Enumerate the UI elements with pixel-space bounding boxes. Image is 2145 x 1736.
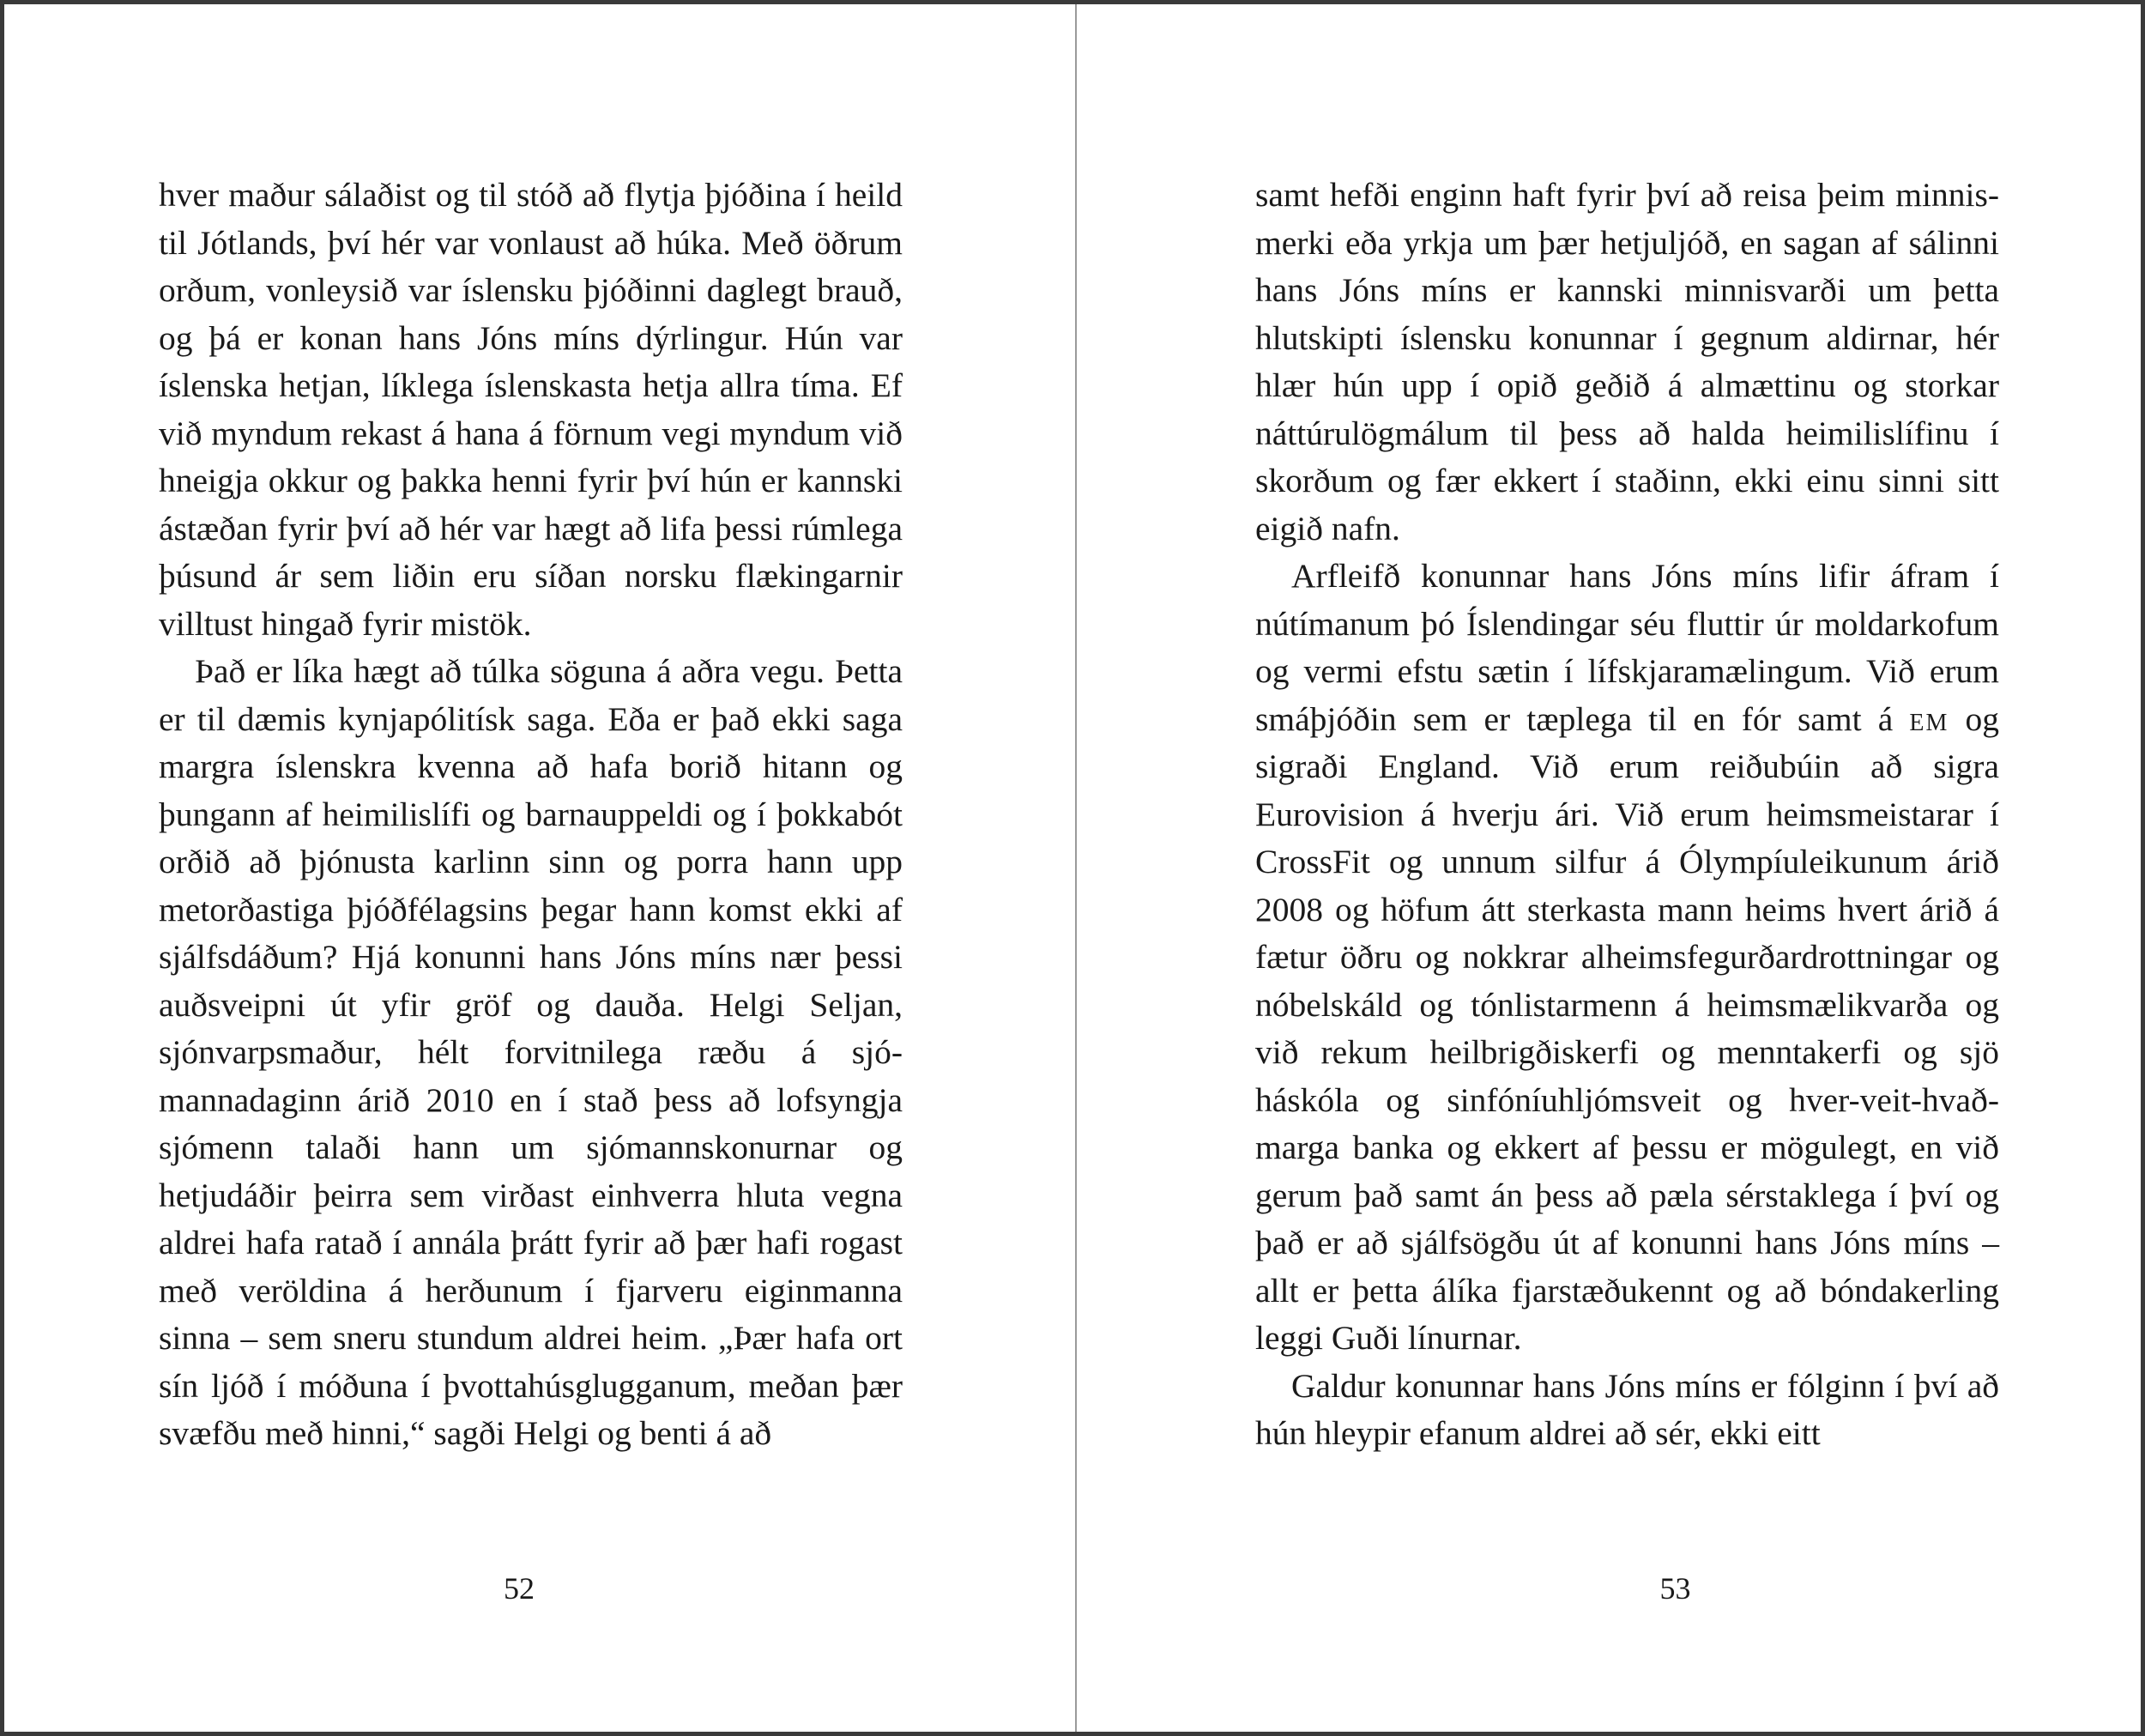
right-paragraph-2-part-1: Arfleifð konunnar hans Jóns míns lifir áfram í nútímanum þó Íslendingar séu fluttir úr moldarkofum og vermi efstu sætin í lífskjaramælingum. Við erum smáþjóðin sem er tæplega til en fór samt á: [1255, 557, 1999, 738]
right-paragraph-1: samt hefði enginn haft fyrir því að reisa þeim minnismerki eða yrkja um þær hetjuljóð, en sagan af sálinni hans Jóns míns er kannski minnisvarði um þetta hlutskipti íslensku konunnar í gegnum aldirnar, hér hlær hún upp í opið geðið á almættinu og storkar náttúrulögmálum til þess að halda heimilislífinu í skorðum og fær ekkert í staðinn, ekki einu sinni sitt eigið nafn.: [1255, 176, 1999, 547]
right-page-body: [1255, 172, 1999, 1458]
abbreviation-em: em: [1909, 699, 1949, 738]
page-number-right: 53: [1659, 1571, 1691, 1606]
left-paragraph-2: Það er líka hægt að túlka söguna á aðra vegu. Þetta er til dæmis kynjapólitísk saga. Eða er það ekki saga margra íslenskra kvenna að hafa borið hitann og þungann af heimilislífi og barnauppeldi og í þokkabót orðið að þjónusta karlinn sinn og porra hann upp metorðastiga þjóðfélagsins þegar hann komst ekki af sjálfsdáðum? Hjá konunni hans Jóns míns nær þessi auðsveipni út yfir gröf og dauða. Helgi Seljan, sjónvarpsmaður, hélt forvitnilega ræðu á sjómannadaginn árið 2010 en í stað þess að lofsyngja sjómenn talaði hann um sjómannskonurnar og hetjudáðir þeirra sem virðast einhverra hluta vegna aldrei hafa ratað í annála þrátt fyrir að þær hafi rogast með veröldina á herðunum í fjarveru eiginmanna sinna – sem sneru stundum aldrei heim. „Þær hafa ort sín ljóð í móðuna í þvottahúsglugganum, meðan þær svæfðu með hinni,“ sagði Helgi og benti á að: [159, 652, 903, 1452]
right-paragraph-2: [1255, 553, 1999, 1363]
right-page: [1077, 4, 2145, 1732]
right-paragraph-3: Galdur konunnar hans Jóns míns er fólginn í því að hún hleypir efanum aldrei að sér, ekki eitt: [1255, 1366, 1999, 1452]
left-page-body: [159, 172, 903, 1458]
right-paragraph-2-part-2: og sigraði England. Við erum reiðubúin að sigra Eurovision á hverju ári. Við erum heimsmeistarar í CrossFit og unnum silfur á Ólympíuleikunum árið 2008 og höfum átt sterkasta mann heims hvert árið á fætur öðru og nokkrar alheimsfegurðardrottningar og nóbelskáld og tónlistarmenn á heimsmælikvarða og við rekum heilbrigðiskerfi og menntakerfi og sjö háskóla og sinfóníuhljómsveit og hver-veit-hvað-marga banka og ekkert af þessu er mögulegt, en við gerum það samt án þess að pæla sérstaklega í því og það er að sjálfsögðu út af konunni hans Jóns míns – allt er þetta álíka fjarstæðukennt og að bóndakerling leggi Guði línurnar.: [1255, 699, 1999, 1357]
left-page: [4, 4, 1075, 1732]
left-paragraph-1: hver maður sálaðist og til stóð að flytja þjóðina í heild til Jótlands, því hér var vonlaust að húka. Með öðrum orðum, vonleysið var íslensku þjóðinni daglegt brauð, og þá er konan hans Jóns míns dýrlingur. Hún var íslenska hetjan, líklega íslenskasta hetja allra tíma. Ef við myndum rekast á hana á förnum vegi myndum við hneigja okkur og þakka henni fyrir því hún er kannski ástæðan fyrir því að hér var hægt að lifa þessi rúmlega þúsund ár sem liðin eru síðan norsku flækingarnir villtust hingað fyrir mistök.: [159, 176, 903, 643]
page-number-left: 52: [504, 1571, 535, 1606]
